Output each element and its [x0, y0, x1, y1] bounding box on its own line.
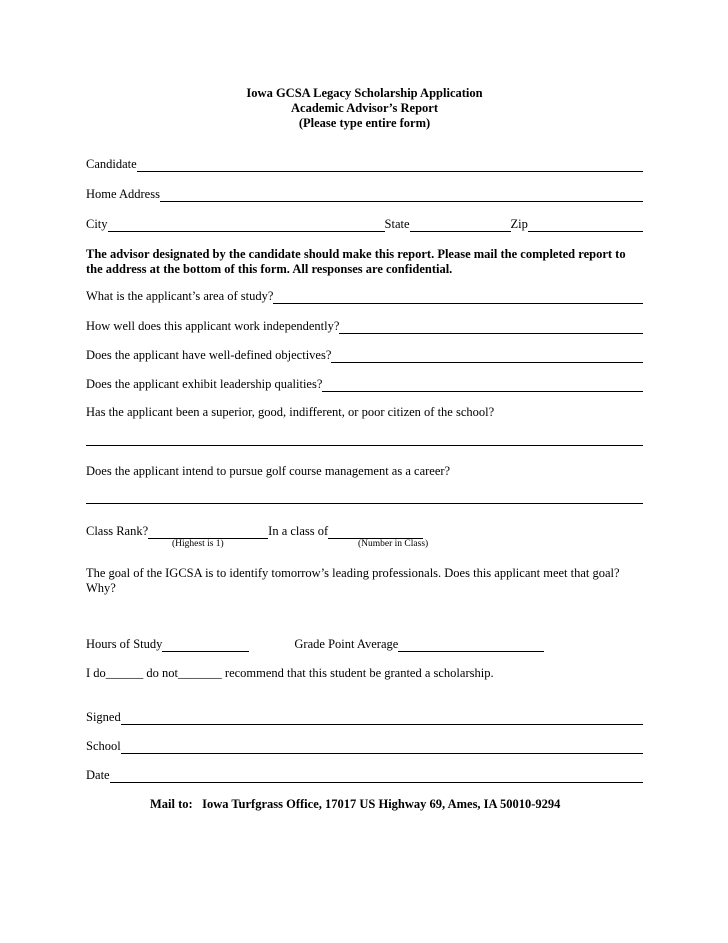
objectives-row: [86, 345, 643, 363]
mail-to-line: [150, 797, 560, 812]
candidate-field[interactable]: [137, 158, 643, 172]
area-of-study-row: [86, 286, 643, 304]
state-field[interactable]: [410, 218, 511, 232]
home-address-field[interactable]: [160, 188, 643, 202]
leadership-field[interactable]: [322, 378, 643, 392]
zip-label: Zip: [510, 217, 528, 231]
school-field[interactable]: [121, 740, 643, 754]
goal-question: The goal of the IGCSA is to identify tomorrow’s leading professionals. Does this applicant meet that goal? Why?: [86, 566, 620, 595]
city-field[interactable]: [108, 218, 385, 232]
form-note: (Please type entire form): [298, 116, 431, 130]
home-address-label: Home Address: [86, 187, 160, 201]
mail-to-label: Mail to:: [150, 797, 193, 811]
do-blank[interactable]: ______: [105, 666, 144, 680]
gpa-label: Grade Point Average: [294, 637, 399, 651]
recommend-row: [86, 666, 643, 681]
area-of-study-label: What is the applicant’s area of study?: [86, 289, 274, 303]
city-label: City: [86, 217, 108, 231]
recommend-text: recommend that this student be granted a scholarship.: [221, 666, 494, 680]
class-rank-row: [86, 521, 643, 539]
candidate-label: Candidate: [86, 157, 137, 171]
study-row: [86, 634, 643, 652]
form-title: Iowa GCSA Legacy Scholarship Application: [246, 86, 483, 100]
independently-label: How well does this applicant work independently?: [86, 319, 340, 333]
leadership-label: Does the applicant exhibit leadership qualities?: [86, 377, 323, 391]
city-state-zip-row: [86, 214, 643, 232]
citizen-answer-line[interactable]: [86, 445, 643, 446]
signed-label: Signed: [86, 710, 121, 724]
signed-field[interactable]: [121, 711, 643, 725]
hours-of-study-field[interactable]: [162, 638, 249, 652]
class-of-field[interactable]: [328, 525, 423, 539]
gpa-field[interactable]: [398, 638, 544, 652]
class-rank-field[interactable]: [148, 525, 268, 539]
zip-field[interactable]: [528, 218, 643, 232]
home-address-row: [86, 184, 643, 202]
do-not-label: do not: [143, 666, 179, 680]
independently-field[interactable]: [339, 320, 643, 334]
do-not-blank[interactable]: _______: [178, 666, 222, 680]
independently-row: [86, 316, 643, 334]
form-header: [86, 86, 643, 131]
school-row: [86, 736, 643, 754]
date-field[interactable]: [110, 769, 643, 783]
class-of-label: In a class of: [268, 524, 329, 538]
class-rank-label: Class Rank?: [86, 524, 149, 538]
area-of-study-field[interactable]: [273, 290, 643, 304]
leadership-row: [86, 374, 643, 392]
golf-career-question: Does the applicant intend to pursue golf course management as a career?: [86, 464, 451, 478]
hours-of-study-label: Hours of Study: [86, 637, 163, 651]
objectives-label: Does the applicant have well-defined objectives?: [86, 348, 332, 362]
mail-address: Iowa Turfgrass Office, 17017 US Highway 69, Ames, IA 50010-9294: [202, 797, 561, 811]
form-subtitle: Academic Advisor’s Report: [291, 101, 438, 115]
instructions-text: The advisor designated by the candidate should make this report. Please mail the completed report to the address at the bottom of this form. All responses are confidential.: [86, 247, 626, 276]
class-rank-hint: (Highest is 1): [172, 539, 224, 549]
date-label: Date: [86, 768, 110, 782]
candidate-row: [86, 154, 643, 172]
citizen-question: Has the applicant been a superior, good, indifferent, or poor citizen of the school?: [86, 405, 495, 419]
do-label: I do: [86, 666, 106, 680]
school-label: School: [86, 739, 121, 753]
form-page: [86, 0, 643, 943]
class-of-hint: (Number in Class): [358, 539, 429, 549]
state-label: State: [384, 217, 410, 231]
objectives-field[interactable]: [331, 349, 643, 363]
signed-row: [86, 707, 643, 725]
golf-career-answer-line[interactable]: [86, 503, 643, 504]
date-row: [86, 765, 643, 783]
